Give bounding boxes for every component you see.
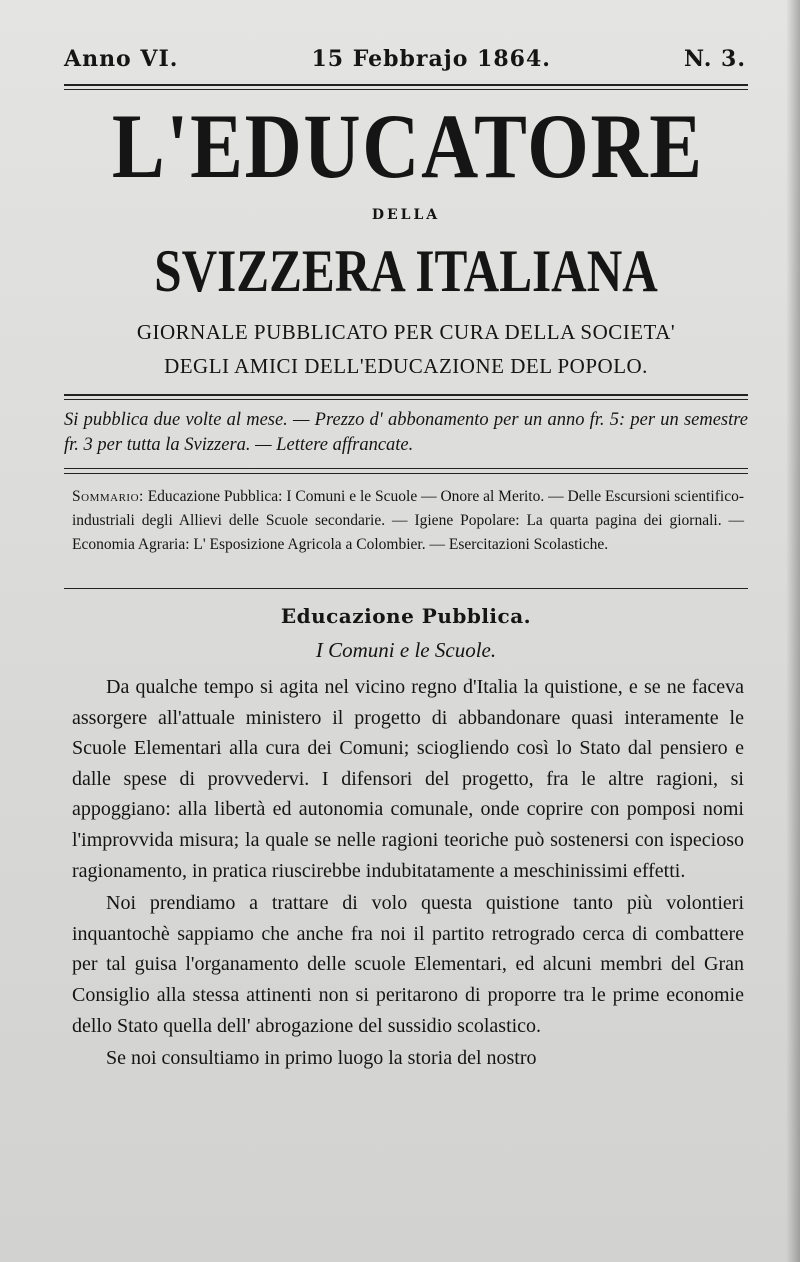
summary-label: Sommario: [72,488,144,505]
issue-date: 15 Febbrajo 1864. [311,46,551,72]
paragraph-1: Da qualche tempo si agita nel vicino regno d'Italia la quistione, e se ne faceva assorgere all'attuale ministero il progetto di abbandonare quasi interamente le Scuole Elementari alla cura dei Comuni; sciogliendo così lo Stato dal pensiero e dalle spese di provvedervi. I difensori del progetto, fra le altre ragioni, si appoggiano: alla libertà ed autonomia comunale, onde coprire con pomposi nomi l'improvvida misura; la quale se nelle ragioni teoriche può sostenersi con ispecioso ragionamento, in pratica riuscirebbe indubitatamente a meschinissimi effetti. [72,676,744,882]
newspaper-subtitle: SVIZZERA ITALIANA [154,238,658,304]
header-rule-top [64,394,748,396]
info-rule-top [64,468,748,469]
header-rule-bottom [64,399,748,400]
issue-number: N. 3. [684,46,746,72]
tagline-line-1: GIORNALE PUBBLICATO PER CURA DELLA SOCIETA' [136,320,676,344]
section-title: Educazione Pubblica. [280,604,532,628]
tagline-line-2: DEGLI AMICI DELL'EDUCAZIONE DEL POPOLO. [164,354,648,378]
summary-rule [64,588,748,589]
info-rule-bottom [64,473,748,474]
article-body [72,672,744,1074]
masthead-rule-top [64,84,748,86]
masthead-line [64,46,746,72]
paragraph-3: Se noi consultiamo in primo luogo la storia del nostro [106,1047,537,1070]
newspaper-title: L'EDUCATORE [111,95,704,197]
masthead-rule-bottom [64,89,748,90]
summary-text: Educazione Pubblica: I Comuni e le Scuole — Onore al Merito. — Delle Escursioni scientifico-industriali degli Allievi delle Scuole secondarie. — Igiene Popolare: La quarta pagina dei giornali. — Economia Agraria: L' Esposizione Agricola a Colombier. — Esercitazioni Scolastiche. [72,488,744,553]
page-edge-shadow [786,0,800,1262]
article-title: I Comuni e le Scuole. [315,638,497,662]
paragraph-2: Noi prendiamo a trattare di volo questa quistione tanto più volontieri inquantochè sappiamo che anche fra noi il partito retrogrado cerca di combattere per tal guisa l'organamento delle scuole Elementari, ed alcuni membri del Gran Consiglio alla stessa attinenti non si peritarono di proporre tra le prime economie dello Stato quella dell' abrogazione del sussidio scolastico. [72,892,744,1037]
title-della: DELLA [371,207,441,223]
issue-year: Anno VI. [64,46,179,72]
summary-box [72,485,744,557]
publication-info: Si pubblica due volte al mese. — Prezzo d' abbonamento per un anno fr. 5: per un semestre fr. 3 per tutta la Svizzera. — Lettere affrancate. [64,410,748,455]
